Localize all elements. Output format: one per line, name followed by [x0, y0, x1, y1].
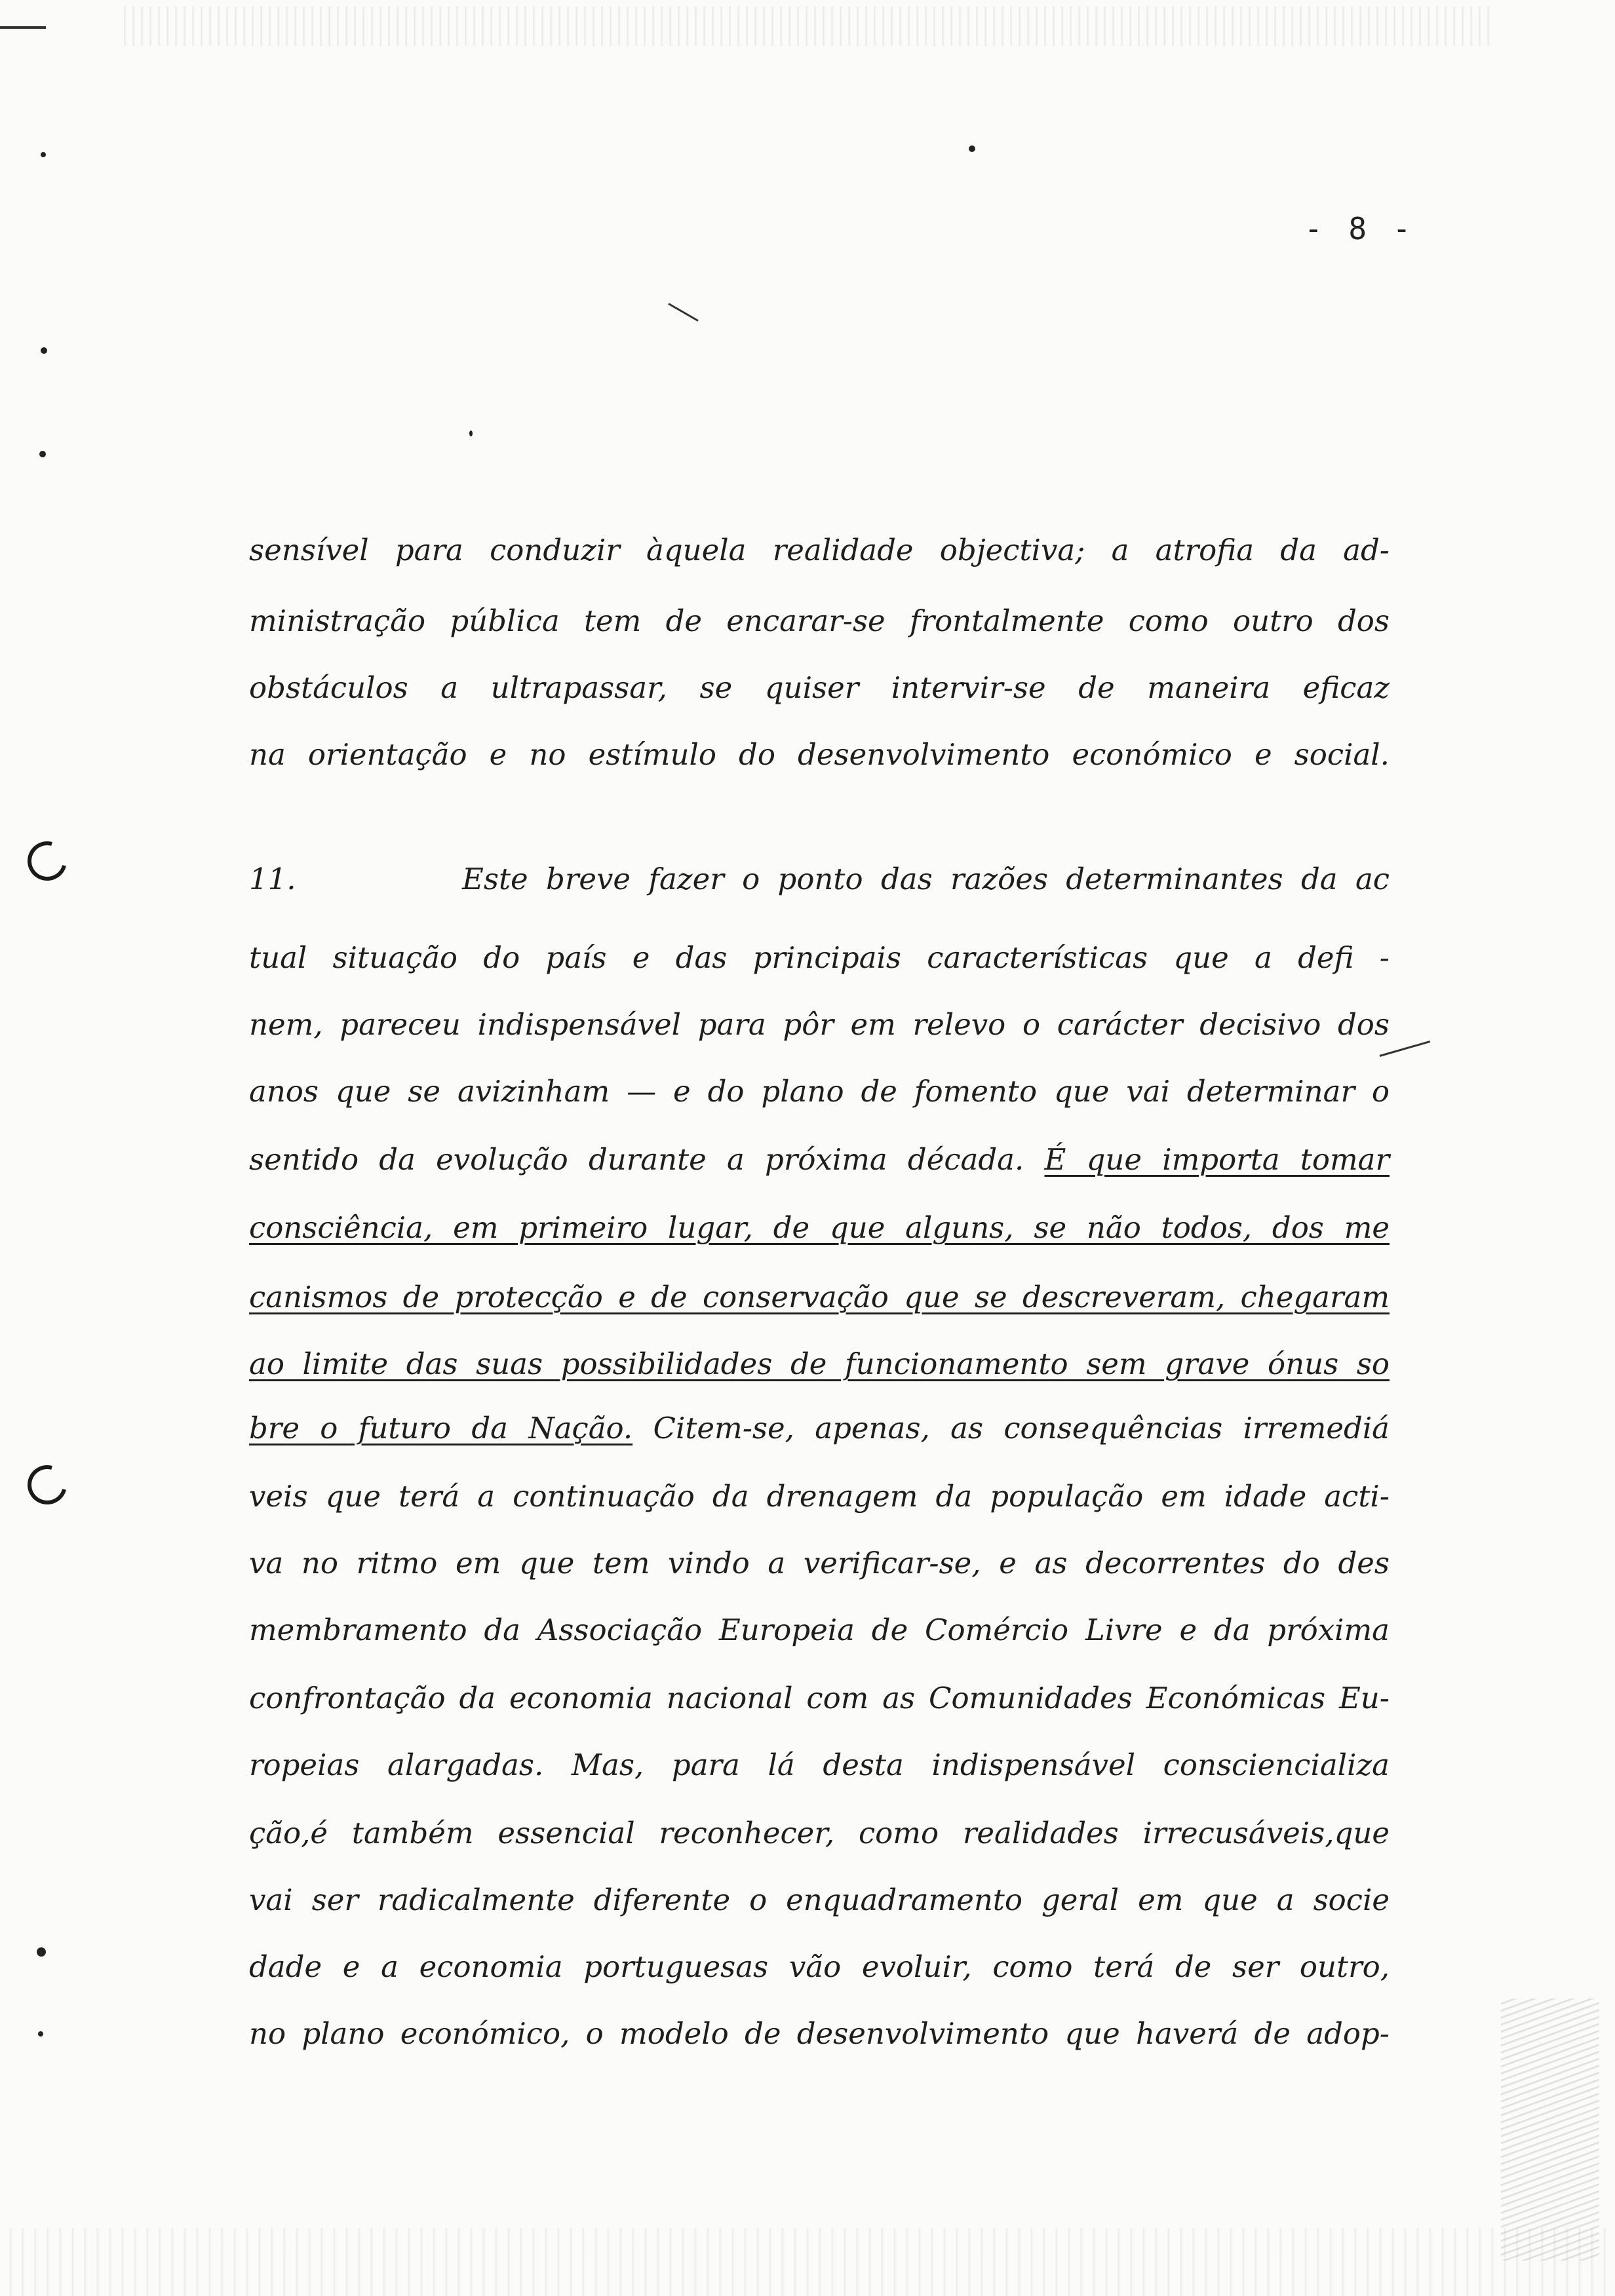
text-line-nacao: [249, 1409, 1390, 1448]
punch-hole: [20, 834, 74, 888]
text-line: sensível para conduzir àquela realidade objectiva; a atrofia da ad-: [249, 533, 1390, 567]
speck: [38, 2031, 43, 2037]
underlined-segment: É que importa tomar: [1044, 1142, 1390, 1177]
text-line: confrontação da economia nacional com as Comunidades Económicas Eu-: [249, 1681, 1390, 1715]
underlined-line: ao limite das suas possibilidades de funcionamento sem grave ónus so: [249, 1347, 1390, 1381]
text-line: anos que se avizinham — e do plano de fomento que vai determinar o: [249, 1074, 1390, 1109]
speck: [37, 1947, 46, 1957]
speck: [41, 152, 46, 157]
underlined-segment: bre o futuro da Nação.: [249, 1411, 633, 1445]
text-line: tual situação do país e das principais características que a defi -: [249, 940, 1390, 975]
edge-mark: [0, 26, 46, 29]
text-line: Este breve fazer o ponto das razões determinantes da ac: [462, 862, 1390, 896]
text-line: ção,é também essencial reconhecer, como realidades irrecusáveis,que: [249, 1816, 1390, 1850]
text-line: dade e a economia portuguesas vão evoluir, como terá de ser outro,: [249, 1949, 1390, 1984]
text-line: ropeias alargadas. Mas, para lá desta indispensável consciencializa: [249, 1748, 1390, 1782]
scan-noise-right: [1501, 1999, 1599, 2261]
speck: [469, 430, 473, 436]
text-segment: sentido da evolução durante a próxima década.: [249, 1142, 1024, 1177]
text-line: ministração pública tem de encarar-se frontalmente como outro dos: [249, 603, 1390, 638]
underlined-line: consciência, em primeiro lugar, de que alguns, se não todos, dos me: [249, 1210, 1390, 1245]
speck: [41, 347, 47, 354]
speck: [969, 145, 975, 152]
text-line: no plano económico, o modelo de desenvolvimento que haverá de adop-: [249, 2016, 1390, 2051]
text-line: nem, pareceu indispensável para pôr em relevo o carácter decisivo dos: [249, 1007, 1390, 1042]
text-line: membramento da Associação Europeia de Comércio Livre e da próxima: [249, 1613, 1390, 1647]
stray-mark: [668, 303, 699, 322]
scan-noise-bottom: [0, 2228, 1615, 2296]
punch-hole: [20, 1458, 74, 1512]
scan-noise-top: [118, 7, 1494, 46]
text-line: vai ser radicalmente diferente o enquadramento geral em que a socie: [249, 1883, 1390, 1917]
text-line: va no ritmo em que tem vindo a verificar-se, e as decorrentes do des: [249, 1546, 1390, 1580]
page-number: - 8 -: [1304, 211, 1415, 246]
text-line: obstáculos a ultrapassar, se quiser intervir-se de maneira eficaz: [249, 670, 1390, 705]
underlined-line: canismos de protecção e de conservação que se descreveram, chegaram: [249, 1280, 1390, 1314]
text-line: na orientação e no estímulo do desenvolvimento económico e social.: [249, 737, 1390, 772]
text-line-decada: [249, 1140, 1390, 1179]
paragraph-number: 11.: [249, 862, 296, 896]
text-segment: Citem-se, apenas, as consequências irremediá: [653, 1411, 1390, 1445]
text-line: veis que terá a continuação da drenagem da população em idade acti-: [249, 1479, 1390, 1514]
speck: [39, 451, 46, 457]
